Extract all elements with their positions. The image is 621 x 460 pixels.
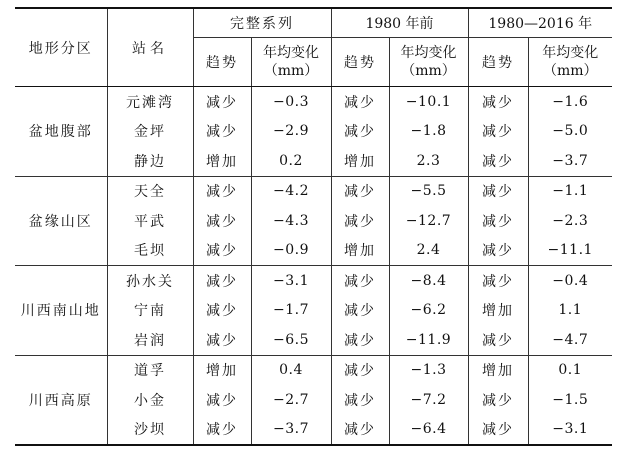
header-change-label: 年均变化 [263,45,319,61]
trend-before-1980-cell: 减少 [331,117,389,147]
change-1980-2016-cell: 1.1 [528,296,612,326]
table-header [15,8,612,87]
change-1980-2016-cell: −3.1 [528,415,612,446]
change-1980-2016-cell: −5.0 [528,117,612,147]
header-station: 站名 [107,8,193,87]
change-1980-2016-cell: −1.1 [528,176,612,206]
trend-1980-2016-cell: 减少 [468,385,528,415]
header-change-label: 年均变化 [400,45,457,61]
change-1980-2016-cell: −2.3 [528,206,612,236]
trend-before-1980-cell: 减少 [331,176,389,206]
header-group-1980-2016: 1980—2016 年 [468,8,612,38]
header-trend: 趋势 [193,38,251,87]
region-cell: 盆缘山区 [15,176,107,266]
change-before-1980-cell: −8.4 [389,266,468,296]
trend-1980-2016-cell: 减少 [468,176,528,206]
change-1980-2016-cell: −11.1 [528,236,612,266]
trend-before-1980-cell: 增加 [331,236,389,266]
header-group-full-series: 完整系列 [193,8,331,38]
region-cell: 川西南山地 [15,266,107,356]
change-full-series-cell: −0.9 [251,236,331,266]
change-before-1980-cell: −6.4 [389,415,468,446]
change-1980-2016-cell: −3.7 [528,146,612,176]
change-before-1980-cell: 2.3 [389,146,468,176]
header-group-before-1980: 1980 年前 [331,8,468,38]
station-cell: 平武 [107,206,193,236]
change-full-series-cell: −0.3 [251,87,331,117]
trend-full-series-cell: 减少 [193,236,251,266]
trend-full-series-cell: 减少 [193,385,251,415]
trend-1980-2016-cell: 减少 [468,236,528,266]
station-cell: 岩润 [107,325,193,355]
header-change-unit: （mm） [401,63,456,79]
trend-before-1980-cell: 增加 [331,146,389,176]
trend-before-1980-cell: 减少 [331,266,389,296]
change-before-1980-cell: −11.9 [389,325,468,355]
change-full-series-cell: −2.7 [251,385,331,415]
station-cell: 天全 [107,176,193,206]
trend-full-series-cell: 减少 [193,415,251,446]
trend-before-1980-cell: 减少 [331,325,389,355]
change-full-series-cell: −4.2 [251,176,331,206]
trend-before-1980-cell: 减少 [331,296,389,326]
trend-1980-2016-cell: 减少 [468,117,528,147]
table-row [15,355,612,385]
station-cell: 元滩湾 [107,87,193,117]
change-full-series-cell: −1.7 [251,296,331,326]
region-cell: 川西高原 [15,355,107,445]
header-change-unit: （mm） [263,63,319,79]
station-cell: 小金 [107,385,193,415]
trend-full-series-cell: 减少 [193,117,251,147]
trend-full-series-cell: 减少 [193,266,251,296]
change-1980-2016-cell: −0.4 [528,266,612,296]
change-before-1980-cell: 2.4 [389,236,468,266]
trend-1980-2016-cell: 减少 [468,266,528,296]
change-full-series-cell: 0.2 [251,146,331,176]
change-before-1980-cell: −6.2 [389,296,468,326]
change-before-1980-cell: −12.7 [389,206,468,236]
trend-full-series-cell: 减少 [193,325,251,355]
trend-full-series-cell: 增加 [193,146,251,176]
trend-before-1980-cell: 减少 [331,385,389,415]
trend-full-series-cell: 减少 [193,87,251,117]
trend-full-series-cell: 增加 [193,355,251,385]
change-full-series-cell: −2.9 [251,117,331,147]
table-row [15,176,612,206]
change-full-series-cell: 0.4 [251,355,331,385]
change-1980-2016-cell: −1.5 [528,385,612,415]
change-before-1980-cell: −7.2 [389,385,468,415]
table-row [15,266,612,296]
change-full-series-cell: −3.1 [251,266,331,296]
trend-1980-2016-cell: 减少 [468,146,528,176]
trend-1980-2016-cell: 减少 [468,325,528,355]
change-full-series-cell: −6.5 [251,325,331,355]
trend-1980-2016-cell: 减少 [468,87,528,117]
table-row [15,87,612,117]
station-cell: 道孚 [107,355,193,385]
header-change-unit: （mm） [542,63,598,79]
header-change [251,38,331,87]
trend-1980-2016-cell: 增加 [468,355,528,385]
station-cell: 毛坝 [107,236,193,266]
trend-1980-2016-cell: 减少 [468,415,528,446]
data-table [15,7,612,446]
trend-before-1980-cell: 减少 [331,206,389,236]
change-1980-2016-cell: −4.7 [528,325,612,355]
table-body [15,87,612,446]
trend-full-series-cell: 减少 [193,296,251,326]
station-cell: 宁南 [107,296,193,326]
trend-before-1980-cell: 减少 [331,87,389,117]
station-cell: 沙坝 [107,415,193,446]
header-change-label: 年均变化 [542,45,599,61]
header-region: 地形分区 [15,8,107,87]
trend-before-1980-cell: 减少 [331,355,389,385]
trend-before-1980-cell: 减少 [331,415,389,446]
change-before-1980-cell: −1.3 [389,355,468,385]
change-full-series-cell: −4.3 [251,206,331,236]
change-before-1980-cell: −5.5 [389,176,468,206]
change-1980-2016-cell: −1.6 [528,87,612,117]
station-cell: 静边 [107,146,193,176]
trend-1980-2016-cell: 减少 [468,206,528,236]
change-full-series-cell: −3.7 [251,415,331,446]
header-trend: 趋势 [468,38,528,87]
header-change [528,38,612,87]
trend-1980-2016-cell: 增加 [468,296,528,326]
header-trend: 趋势 [331,38,389,87]
change-1980-2016-cell: 0.1 [528,355,612,385]
header-change [389,38,468,87]
change-before-1980-cell: −10.1 [389,87,468,117]
station-cell: 孙水关 [107,266,193,296]
station-cell: 金坪 [107,117,193,147]
trend-full-series-cell: 减少 [193,176,251,206]
trend-full-series-cell: 减少 [193,206,251,236]
change-before-1980-cell: −1.8 [389,117,468,147]
region-cell: 盆地腹部 [15,87,107,177]
